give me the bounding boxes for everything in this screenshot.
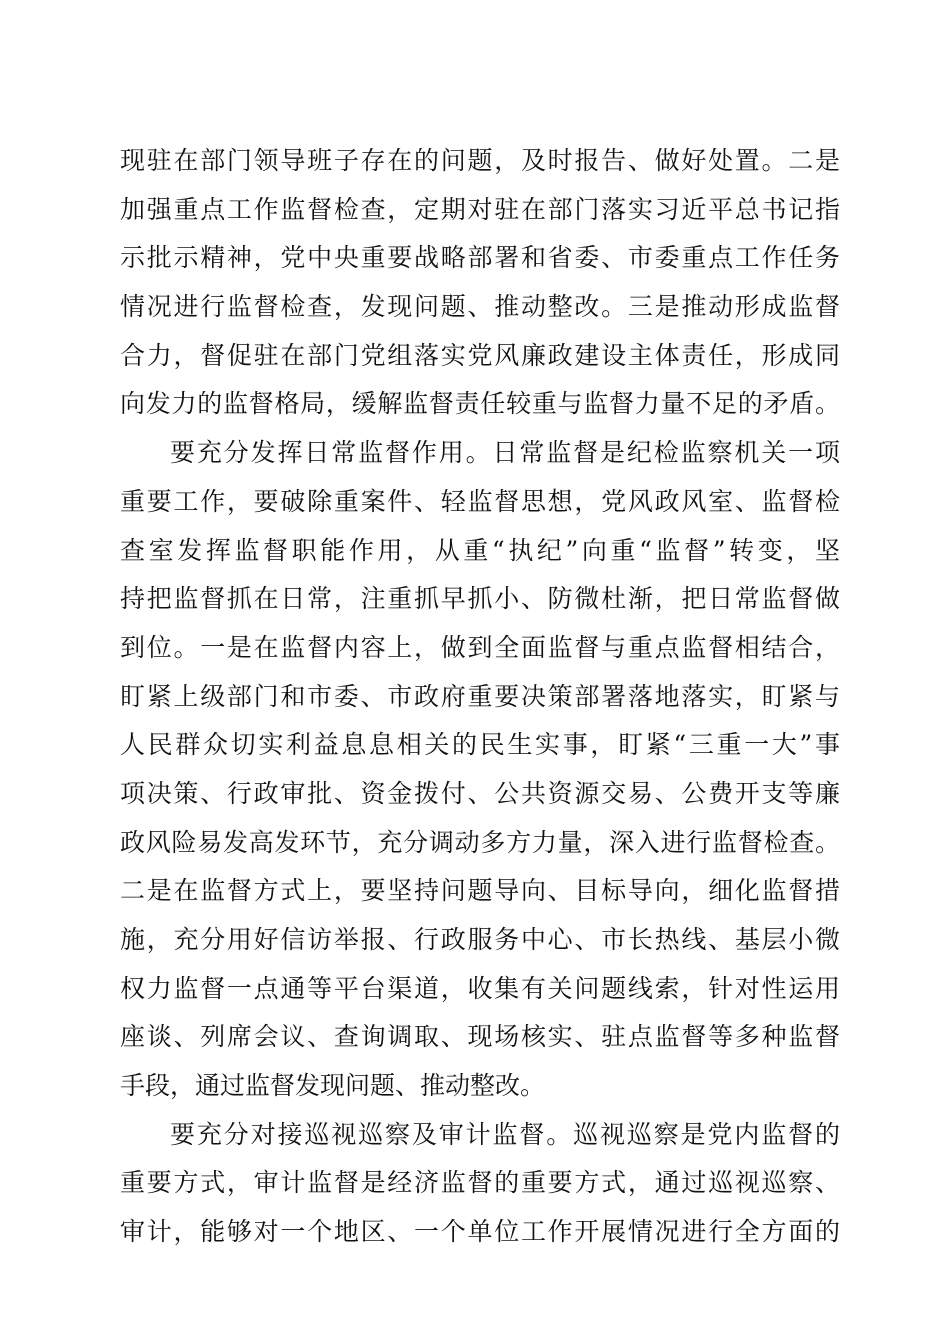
text-line: 项决策、行政审批、资金拨付、公共资源交易、公费开支等廉 bbox=[120, 778, 840, 808]
text-line: 向发力的监督格局，缓解监督责任较重与监督力量不足的矛盾。 bbox=[120, 389, 840, 419]
text-line: 现驻在部门领导班子存在的问题，及时报告、做好处置。二是 bbox=[120, 146, 840, 175]
text-line: 施，充分用好信访举报、行政服务中心、市长热线、基层小微 bbox=[120, 925, 840, 954]
text-line: 盯紧上级部门和市委、市政府重要决策部署落地落实，盯紧与 bbox=[120, 681, 840, 711]
text-line: 权力监督一点通等平台渠道，收集有关问题线索，针对性运用 bbox=[120, 973, 840, 1003]
paragraph-heading-line: 要充分发挥日常监督作用。日常监督是纪检监察机关一项 bbox=[170, 438, 840, 468]
text-line: 合力，督促驻在部门党组落实党风廉政建设主体责任，形成同 bbox=[120, 340, 840, 370]
text-line: 示批示精神，党中央重要战略部署和省委、市委重点工作任务 bbox=[120, 243, 840, 273]
text-line: 手段，通过监督发现问题、推动整改。 bbox=[120, 1071, 546, 1101]
text-line: 政风险易发高发环节，充分调动多方力量，深入进行监督检查。 bbox=[120, 827, 840, 857]
paragraph-heading-line: 要充分对接巡视巡察及审计监督。巡视巡察是党内监督的 bbox=[170, 1119, 840, 1149]
text-line: 情况进行监督检查，发现问题、推动整改。三是推动形成监督 bbox=[120, 292, 840, 322]
text-line: 二是在监督方式上，要坚持问题导向、目标导向，细化监督措 bbox=[120, 876, 840, 906]
text-line: 持把监督抓在日常，注重抓早抓小、防微杜渐，把日常监督做 bbox=[120, 584, 840, 614]
text-line: 加强重点工作监督检查，定期对驻在部门落实习近平总书记指 bbox=[120, 194, 840, 224]
body-text bbox=[120, 137, 840, 1257]
text-line: 重要方式，审计监督是经济监督的重要方式，通过巡视巡察、 bbox=[120, 1168, 840, 1198]
text-line: 审计，能够对一个地区、一个单位工作开展情况进行全方面的 bbox=[120, 1217, 840, 1247]
text-line: 查室发挥监督职能作用，从重“执纪”向重“监督”转变，坚 bbox=[120, 535, 840, 565]
text-line: 到位。一是在监督内容上，做到全面监督与重点监督相结合， bbox=[120, 632, 840, 662]
text-line: 人民群众切实利益息息相关的民生实事，盯紧“三重一大”事 bbox=[120, 730, 840, 760]
text-line: 座谈、列席会议、查询调取、现场核实、驻点监督等多种监督 bbox=[120, 1022, 840, 1052]
text-line: 重要工作，要破除重案件、轻监督思想，党风政风室、监督检 bbox=[120, 486, 840, 516]
